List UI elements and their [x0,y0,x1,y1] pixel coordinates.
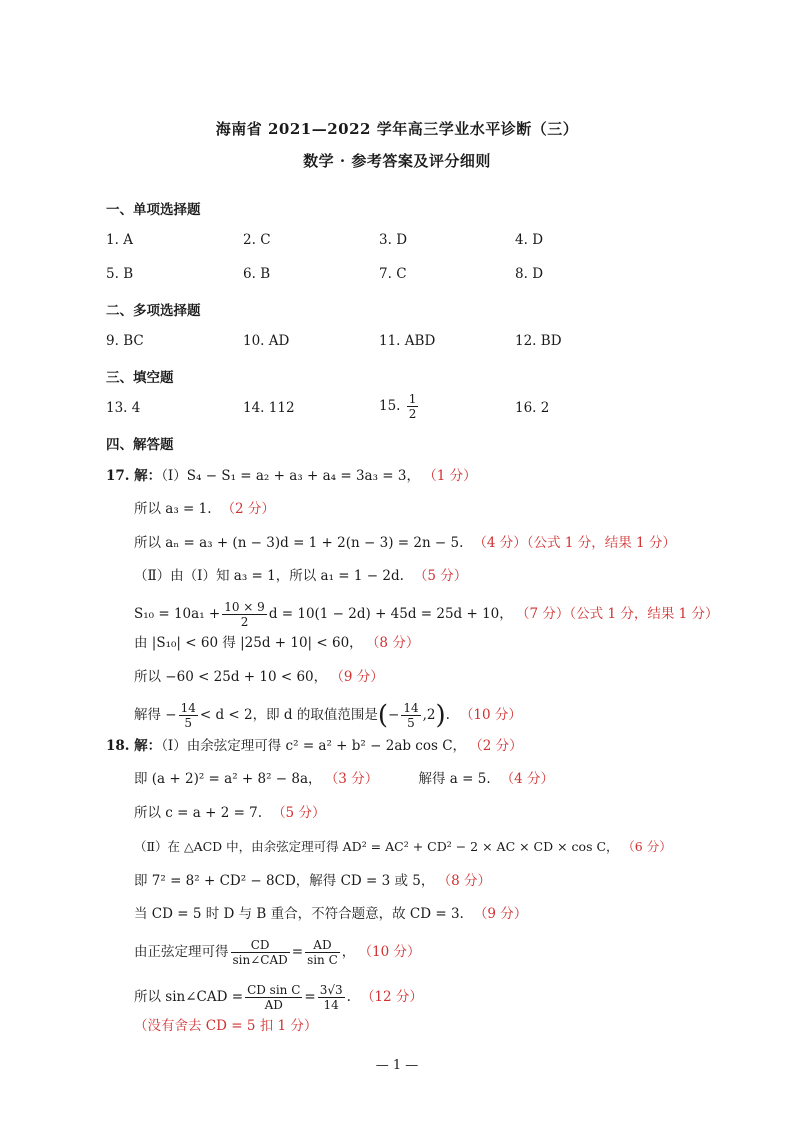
q17-line-7: 所以 −60 < 25d + 10 < 60， （9 分） [134,669,384,685]
fraction: $\frac{10 \times 9}{2}$ [224,600,265,629]
fraction: $\frac{1}{2}$ [408,392,417,421]
q18-line-3: 所以 c = a + 2 = 7. （5 分） [134,805,326,821]
q17-line-5: S₁₀ = 10a₁ + $\frac{10 \times 9}{2}$ d = 10(1 − 2d) + 45d = 25d + 10， （7 分）（公式 1 分，结果 1 分） [134,600,719,629]
q18-line-8: 所以 sin∠CAD = $\frac{\text{CD sin C}}{AD}$ = $\frac{3√3}{14}$ . （12 分） [134,983,423,1012]
answer-item: 1. A [106,232,133,248]
fraction: $\frac{3√3}{14}$ [319,983,343,1012]
doc-subtitle: 数学 · 参考答案及评分细则 [303,152,491,170]
q18-line-6: 当 CD = 5 时 D 与 B 重合，不符合题意，故 CD = 3. （9 分） [134,906,528,922]
answer-item: 8. D [515,266,544,282]
q18-line-7: 由正弦定理可得 $\frac{CD}{\text{sin∠CAD}}$ = $\frac{AD}{\text{sin C}}$ ， （10 分） [134,938,421,967]
q17-line-3: 所以 aₙ = a₃ + (n − 3)d = 1 + 2(n − 3) = 2n − 5. （4 分）（公式 1 分，结果 1 分） [134,535,676,551]
q17-line-8: 解得 − $\frac{14}{5}$ < d < 2，即 d 的取值范围是(− $\frac{14}{5}$ ,2). （10 分） [134,700,522,731]
q18-line-5: 即 7² = 8² + CD² − 8CD，解得 CD = 3 或 5， （8 分） [134,873,492,889]
answer-item: 2. C [243,232,271,248]
q18-line-4: （Ⅱ）在 △ACD 中，由余弦定理可得 AD² = AC² + CD² − 2 × AC × CD × cos C， （6 分） [134,839,672,854]
answer-item: 4. D [515,232,544,248]
q17-line-4: （Ⅱ）由（Ⅰ）知 a₃ = 1，所以 a₁ = 1 − 2d. （5 分） [134,568,468,584]
answer-item: 15. $\frac{1}{2}$ [379,392,417,421]
doc-title: 海南省 2021—2022 学年高三学业水平诊断（三） [215,120,579,138]
section-heading-multi-choice: 二、多项选择题 [106,303,201,319]
q17-line-6: 由 |S₁₀| < 60 得 |25d + 10| < 60， （8 分） [134,635,420,651]
answer-item: 3. D [379,232,408,248]
fraction: $\frac{CD}{\text{sin∠CAD}}$ [232,938,288,967]
answer-item: 7. C [379,266,407,282]
page-number: — 1 — [375,1058,419,1073]
fraction: $\frac{14}{5}$ [180,701,196,730]
q18-line-2: 即 (a + 2)² = a² + 8² − 8a， （3 分） 解得 a = 5. （4 分） [134,771,555,787]
section-heading-solutions: 四、解答题 [106,437,174,453]
fraction: $\frac{14}{5}$ [403,701,419,730]
q18-deduction-note: （没有舍去 CD = 5 扣 1 分） [134,1018,318,1034]
section-heading-fill-blank: 三、填空题 [106,370,174,386]
fraction: $\frac{AD}{\text{sin C}}$ [307,938,338,967]
q17-line-1: 17. 解：（Ⅰ）S₄ − S₁ = a₂ + a₃ + a₄ = 3a₃ = 3， （1 分） [106,468,477,484]
answer-item: 16. 2 [515,400,550,416]
answer-item: 11. ABD [379,333,436,349]
answer-item: 10. AD [243,333,290,349]
fraction: $\frac{\text{CD sin C}}{AD}$ [247,983,301,1012]
q17-line-2: 所以 a₃ = 1. （2 分） [134,501,275,517]
answer-item: 9. BC [106,333,144,349]
answer-item: 12. BD [515,333,562,349]
answer-item: 14. 112 [243,400,295,416]
answer-item: 5. B [106,266,134,282]
section-heading-single-choice: 一、单项选择题 [106,202,201,218]
answer-item: 6. B [243,266,271,282]
answer-item: 13. 4 [106,400,141,416]
q18-line-1: 18. 解：（Ⅰ）由余弦定理可得 c² = a² + b² − 2ab cos C， （2 分） [106,738,523,754]
